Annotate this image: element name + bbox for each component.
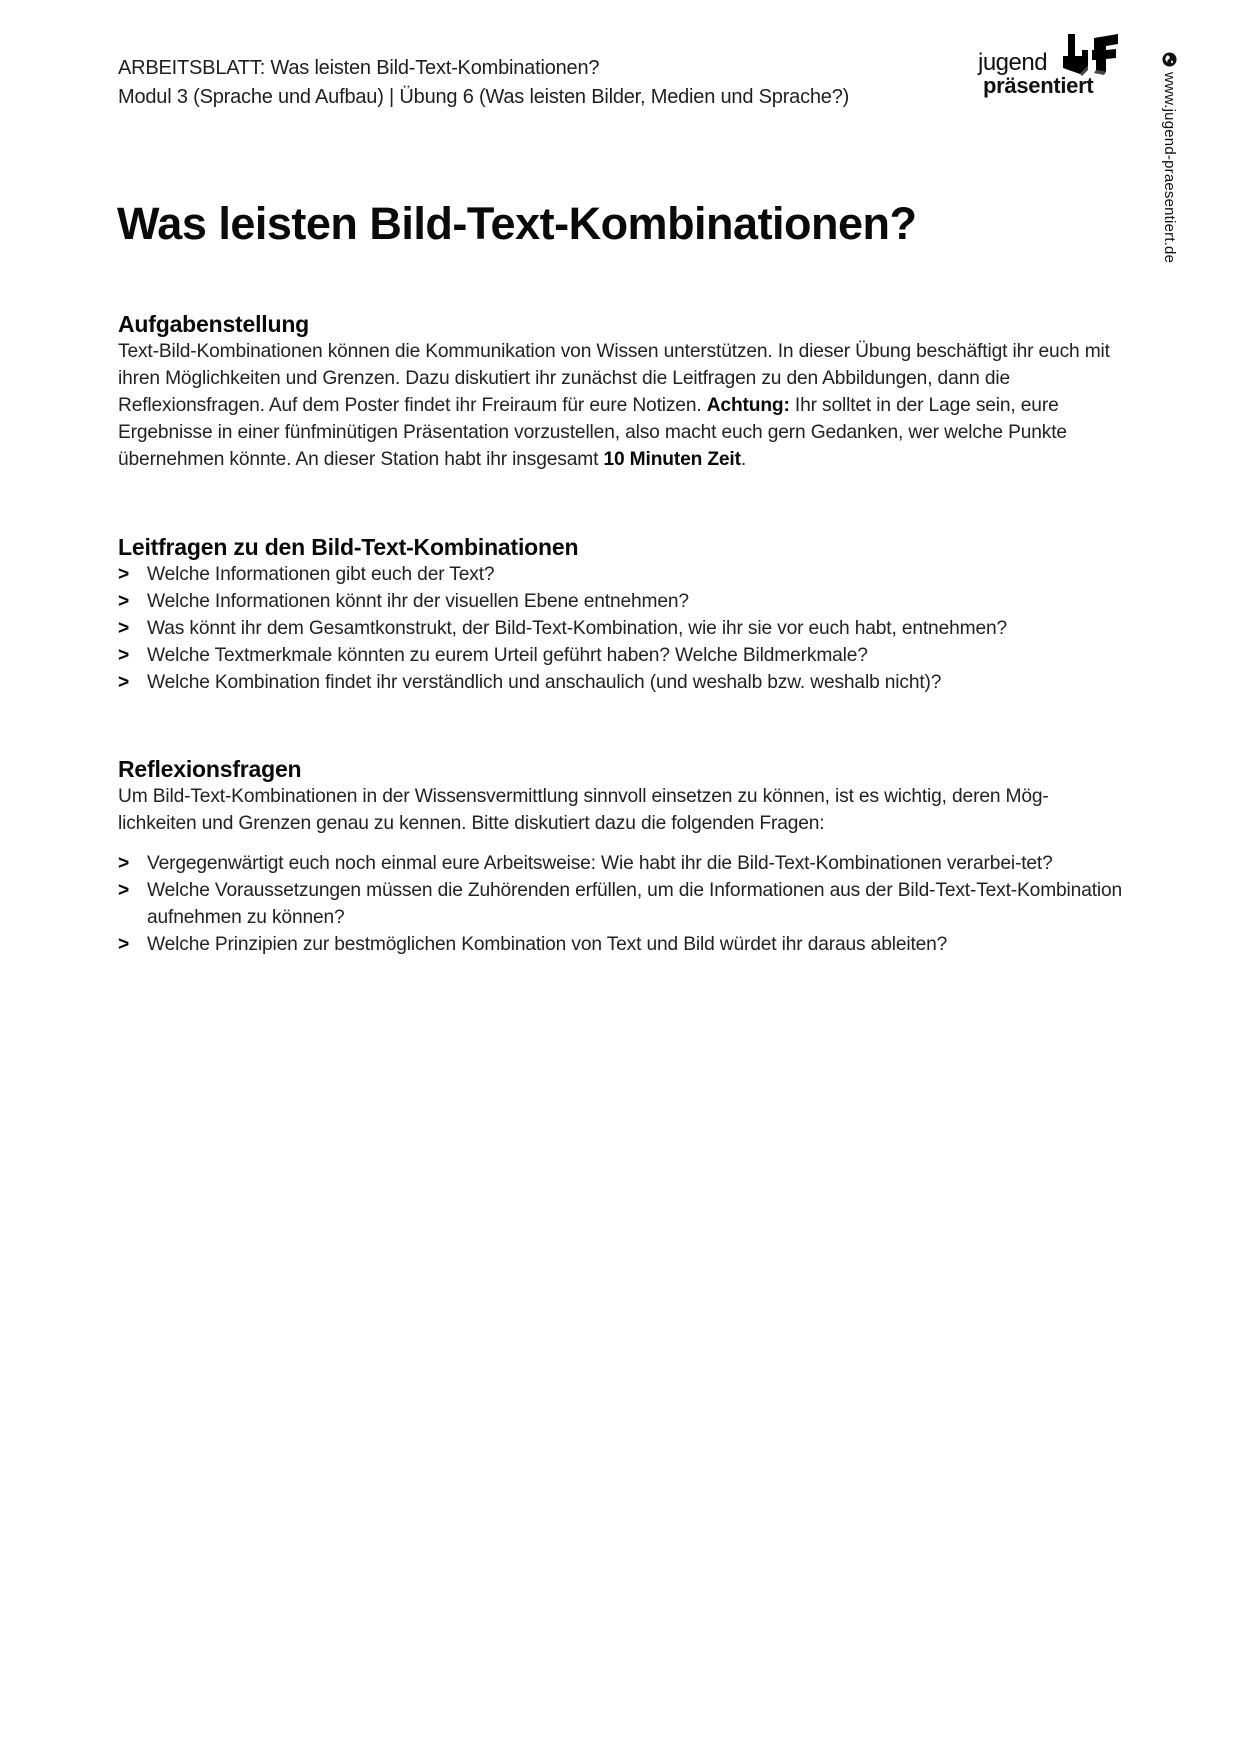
list-item <box>118 850 1123 877</box>
list-item-text: Welche Informationen könnt ihr der visuellen Ebene entnehmen? <box>147 591 689 612</box>
list-item-text: Welche Informationen gibt euch der Text? <box>147 564 495 585</box>
time-limit: 10 Minuten Zeit <box>603 449 741 470</box>
document-header <box>118 54 849 112</box>
globe-icon <box>1162 52 1177 67</box>
logo-mark-icon <box>1060 30 1120 76</box>
chevron-right-icon: > <box>118 880 130 901</box>
reflection-questions-list <box>118 850 1123 958</box>
list-item-text: Vergegenwärtigt euch noch einmal eure Arbeitsweise: Wie habt ihr die Bild-Text-Kombinationen verarbei-tet? <box>147 853 1053 874</box>
guiding-questions-list <box>118 561 1123 696</box>
task-section <box>118 310 1123 473</box>
chevron-right-icon: > <box>118 672 130 693</box>
list-item <box>118 615 1123 642</box>
list-item-text: Was könnt ihr dem Gesamtkonstrukt, der Bild-Text-Kombination, wie ihr sie vor euch habt, entnehmen? <box>147 618 1008 639</box>
website-url[interactable]: www.jugend-praesentiert.de <box>1161 72 1178 264</box>
chevron-right-icon: > <box>118 645 130 666</box>
list-item <box>118 561 1123 588</box>
logo-text-jugend: jugend <box>978 49 1048 76</box>
task-heading: Aufgabenstellung <box>118 311 310 337</box>
chevron-right-icon: > <box>118 934 130 955</box>
list-item-text: Welche Prinzipien zur bestmöglichen Kombination von Text und Bild würdet ihr daraus ableiten? <box>147 934 948 955</box>
task-description <box>118 338 1123 473</box>
list-item-text: Welche Textmerkmale könnten zu eurem Urteil geführt haben? Welche Bildmerkmale? <box>147 645 868 666</box>
guiding-questions-section <box>118 533 1123 696</box>
reflection-intro: Um Bild-Text-Kombinationen in der Wissensvermittlung sinnvoll einsetzen zu können, ist es wichtig, deren Mög-lichkeiten und Grenzen genau zu kennen. Bitte diskutiert dazu die folgenden Fragen: <box>118 786 1049 834</box>
task-text-part: Ihr solltet in der Lage sein, eure Ergebnisse in einer fünfminütigen Präsentation vorzustellen, also macht euch gern Gedanken, wer welche Punkte übernehmen könnte. An dieser Station habt ihr insgesamt <box>118 395 1067 470</box>
reflection-section <box>118 755 1123 958</box>
jugend-praesentiert-logo <box>975 30 1135 105</box>
task-text-part: . <box>740 449 747 470</box>
list-item <box>118 588 1123 615</box>
chevron-right-icon: > <box>118 618 130 639</box>
header-module-info: Modul 3 (Sprache und Aufbau) | Übung 6 (Was leisten Bilder, Medien und Sprache?) <box>118 86 850 108</box>
header-worksheet-title: ARBEITSBLATT: Was leisten Bild-Text-Kombinationen? <box>118 57 600 79</box>
reflection-heading: Reflexionsfragen <box>118 756 302 782</box>
chevron-right-icon: > <box>118 591 130 612</box>
chevron-right-icon: > <box>118 564 130 585</box>
list-item-text: Welche Kombination findet ihr verständlich und anschaulich (und weshalb bzw. weshalb nicht)? <box>147 672 942 693</box>
guiding-questions-heading: Leitfragen zu den Bild-Text-Kombinationen <box>118 534 579 560</box>
list-item <box>118 642 1123 669</box>
chevron-right-icon: > <box>118 853 130 874</box>
list-item <box>118 877 1123 931</box>
attention-label: Achtung: <box>706 395 790 416</box>
logo-text-praesentiert: präsentiert <box>983 73 1094 98</box>
website-link[interactable] <box>1160 52 1180 282</box>
list-item <box>118 931 1123 958</box>
list-item <box>118 669 1123 696</box>
page-title: Was leisten Bild-Text-Kombinationen? <box>117 198 917 249</box>
task-text-part: Text-Bild-Kombinationen können die Kommunikation von Wissen unterstützen. In dieser Übung beschäftigt ihr euch mit ihren Möglichkeiten und Grenzen. Dazu diskutiert ihr zunächst die Leitfragen zu den Abbildungen, dann die Reflexionsfragen. Auf dem Poster findet ihr Freiraum für eure Notizen. <box>118 341 1110 416</box>
list-item-text: Welche Voraussetzungen müssen die Zuhörenden erfüllen, um die Informationen aus der Bild-Text-Text-Kombination aufnehmen zu können? <box>147 880 1123 928</box>
